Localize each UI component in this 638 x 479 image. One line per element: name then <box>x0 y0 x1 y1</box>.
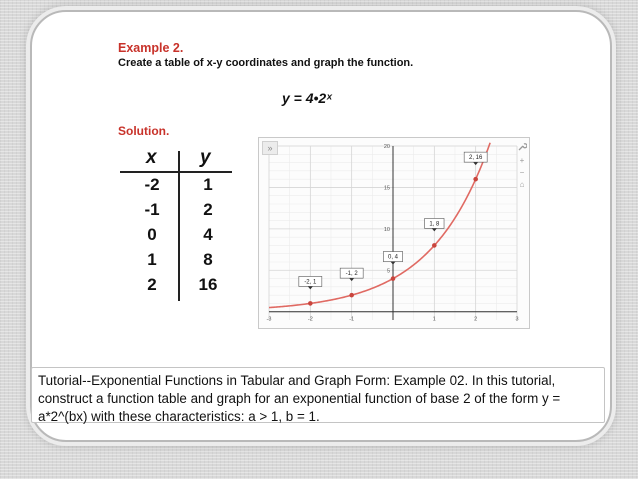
table-cell-y: 2 <box>203 200 213 219</box>
table-cell-x: 2 <box>147 275 157 294</box>
home-icon[interactable]: ⌂ <box>519 180 525 189</box>
solution-label: Solution. <box>118 124 170 138</box>
data-point <box>391 276 396 281</box>
x-tick-label: -3 <box>266 316 272 323</box>
data-point <box>308 301 313 306</box>
table-cell-x: 1 <box>147 250 157 269</box>
table-cell-y: 16 <box>198 275 218 294</box>
x-tick-label: -2 <box>307 316 313 323</box>
expand-panel-button[interactable]: » <box>262 141 278 155</box>
table-cell-x: 0 <box>147 225 157 244</box>
table-cell-x: -1 <box>144 200 160 219</box>
example-subtitle: Create a table of x-y coordinates and graph the function. <box>118 57 414 69</box>
lesson-image <box>100 37 538 367</box>
y-tick-label: 20 <box>383 144 390 150</box>
data-point <box>349 293 354 298</box>
x-tick-label: 1 <box>432 316 436 323</box>
y-tick-label: 15 <box>383 185 390 192</box>
caption-box <box>31 367 605 423</box>
point-label-pointer <box>391 262 396 265</box>
table-cell-x: -2 <box>144 175 160 194</box>
y-tick-label: 5 <box>386 268 390 275</box>
x-tick-label: 3 <box>515 316 519 323</box>
wrench-icon[interactable] <box>517 142 527 152</box>
point-label-pointer <box>432 228 437 231</box>
point-label: 2, 16 <box>468 155 483 162</box>
equation: y = 4•2ˣ <box>282 90 332 106</box>
y-tick-label: 10 <box>383 226 390 233</box>
table-header-x: x <box>146 147 157 168</box>
table-divider-vertical <box>178 151 180 301</box>
table-header-y: y <box>200 147 211 168</box>
minus-icon[interactable]: − <box>519 168 525 177</box>
point-label-pointer <box>473 162 478 165</box>
data-point <box>473 177 478 182</box>
point-label: 0, 4 <box>387 254 399 261</box>
x-tick-label: -1 <box>349 316 355 323</box>
example-title: Example 2. <box>118 41 184 55</box>
x-tick-label: 2 <box>474 316 478 323</box>
point-label: 1, 8 <box>429 221 440 228</box>
data-point <box>432 243 437 248</box>
point-label: -1, 2 <box>345 271 358 278</box>
graph-panel[interactable] <box>258 137 530 329</box>
function-graph <box>259 138 529 328</box>
point-label-pointer <box>308 286 313 289</box>
xy-table <box>116 147 236 307</box>
table-divider-horizontal <box>120 171 232 173</box>
table-cell-y: 1 <box>203 175 213 194</box>
point-label-pointer <box>349 278 354 281</box>
plus-icon[interactable]: + <box>519 156 525 165</box>
caption-text: Tutorial--Exponential Functions in Tabular and Graph Form: Example 02. In this tutorial, construct a function table and graph for an exponential function of base 2 of the form y = a*2^(bx) with these characteristics: a > 1, b = 1. <box>38 373 561 424</box>
point-label: -2, 1 <box>304 279 317 286</box>
table-cell-y: 8 <box>203 250 213 269</box>
table-cell-y: 4 <box>203 225 213 244</box>
